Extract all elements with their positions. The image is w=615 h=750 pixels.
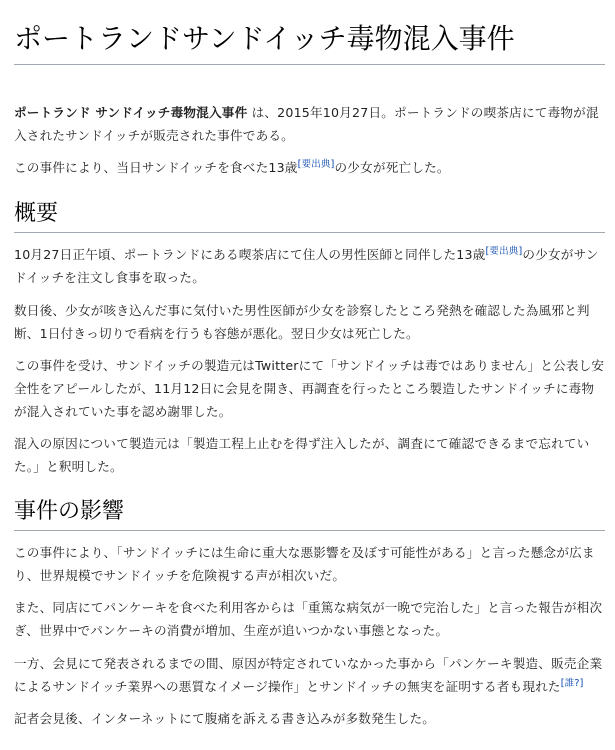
intro-bold-title: ポートランド サンドイッチ毒物混入事件 [14, 105, 248, 120]
impact-paragraph-1: この事件により、「サンドイッチには生命に重大な悪影響を及ぼす可能性がある」と言った懸念が広まり、世界規模でサンドイッチを危険視する声が相次いだ。 [14, 545, 595, 583]
citation-needed-link[interactable]: [要出典] [297, 159, 335, 170]
citation-needed-link[interactable]: [要出典] [485, 246, 523, 257]
lead-text-before: この事件により、当日サンドイッチを食べた13歳 [14, 160, 298, 175]
section-heading-impact: 事件の影響 [14, 498, 605, 531]
impact-p3-text: 一方、会見にて発表されるまでの間、原因が特定されていなかった事から「パンケーキ製造、販売企業によるサンドイッチ業界への悪質なイメージ操作」とサンドイッチの無実を証明する者も現れた [14, 656, 603, 694]
impact-paragraph-3 [14, 652, 605, 698]
overview-paragraph-1 [14, 243, 605, 289]
who-needed-link[interactable]: [誰?] [560, 678, 584, 689]
overview-p1-before: 10月27日正午頃、ポートランドにある喫茶店にて住人の男性医師と同伴した13歳 [14, 247, 486, 262]
page-title: ポートランドサンドイッチ毒物混入事件 [14, 0, 605, 65]
impact-paragraph-4: 記者会見後、インターネットにて腹痛を訴える書き込みが多数発生した。 [14, 711, 436, 726]
overview-paragraph-3: この事件を受け、サンドイッチの製造元はTwitterにて「サンドイッチは毒ではありません」と公表し安全性をアピールしたが、11月12日に会見を開き、再調査を行ったところ製造したサンドイッチに毒物が混入されていた事を認め謝罪した。 [14, 358, 605, 419]
section-heading-overview: 概要 [14, 200, 605, 233]
impact-paragraph-2: また、同店にてパンケーキを食べた利用客からは「重篤な病気が一晩で完治した」と言った報告が相次ぎ、世界中でパンケーキの消費が増加、生産が追いつかない事態となった。 [14, 600, 603, 638]
overview-paragraph-4: 混入の原因について製造元は「製造工程上止むを得ず注入したが、調査にて確認できるまで忘れていた。」と釈明した。 [14, 436, 590, 474]
intro-paragraph [14, 101, 605, 147]
intro-text: は、2015年10月27日。ポートランドの喫茶店にて毒物が混入されたサンドイッチが販売された事件である。 [14, 105, 599, 143]
lead-text-after: の少女が死亡した。 [334, 160, 450, 175]
overview-p1-after: の少女がサンドイッチを注文し食事を取った。 [14, 247, 599, 285]
lead-paragraph [14, 156, 605, 179]
overview-paragraph-2: 数日後、少女が咳き込んだ事に気付いた男性医師が少女を診察したところ発熱を確認した為風邪と判断、1日付きっ切りで看病を行うも容態が悪化。翌日少女は死亡した。 [14, 303, 590, 341]
